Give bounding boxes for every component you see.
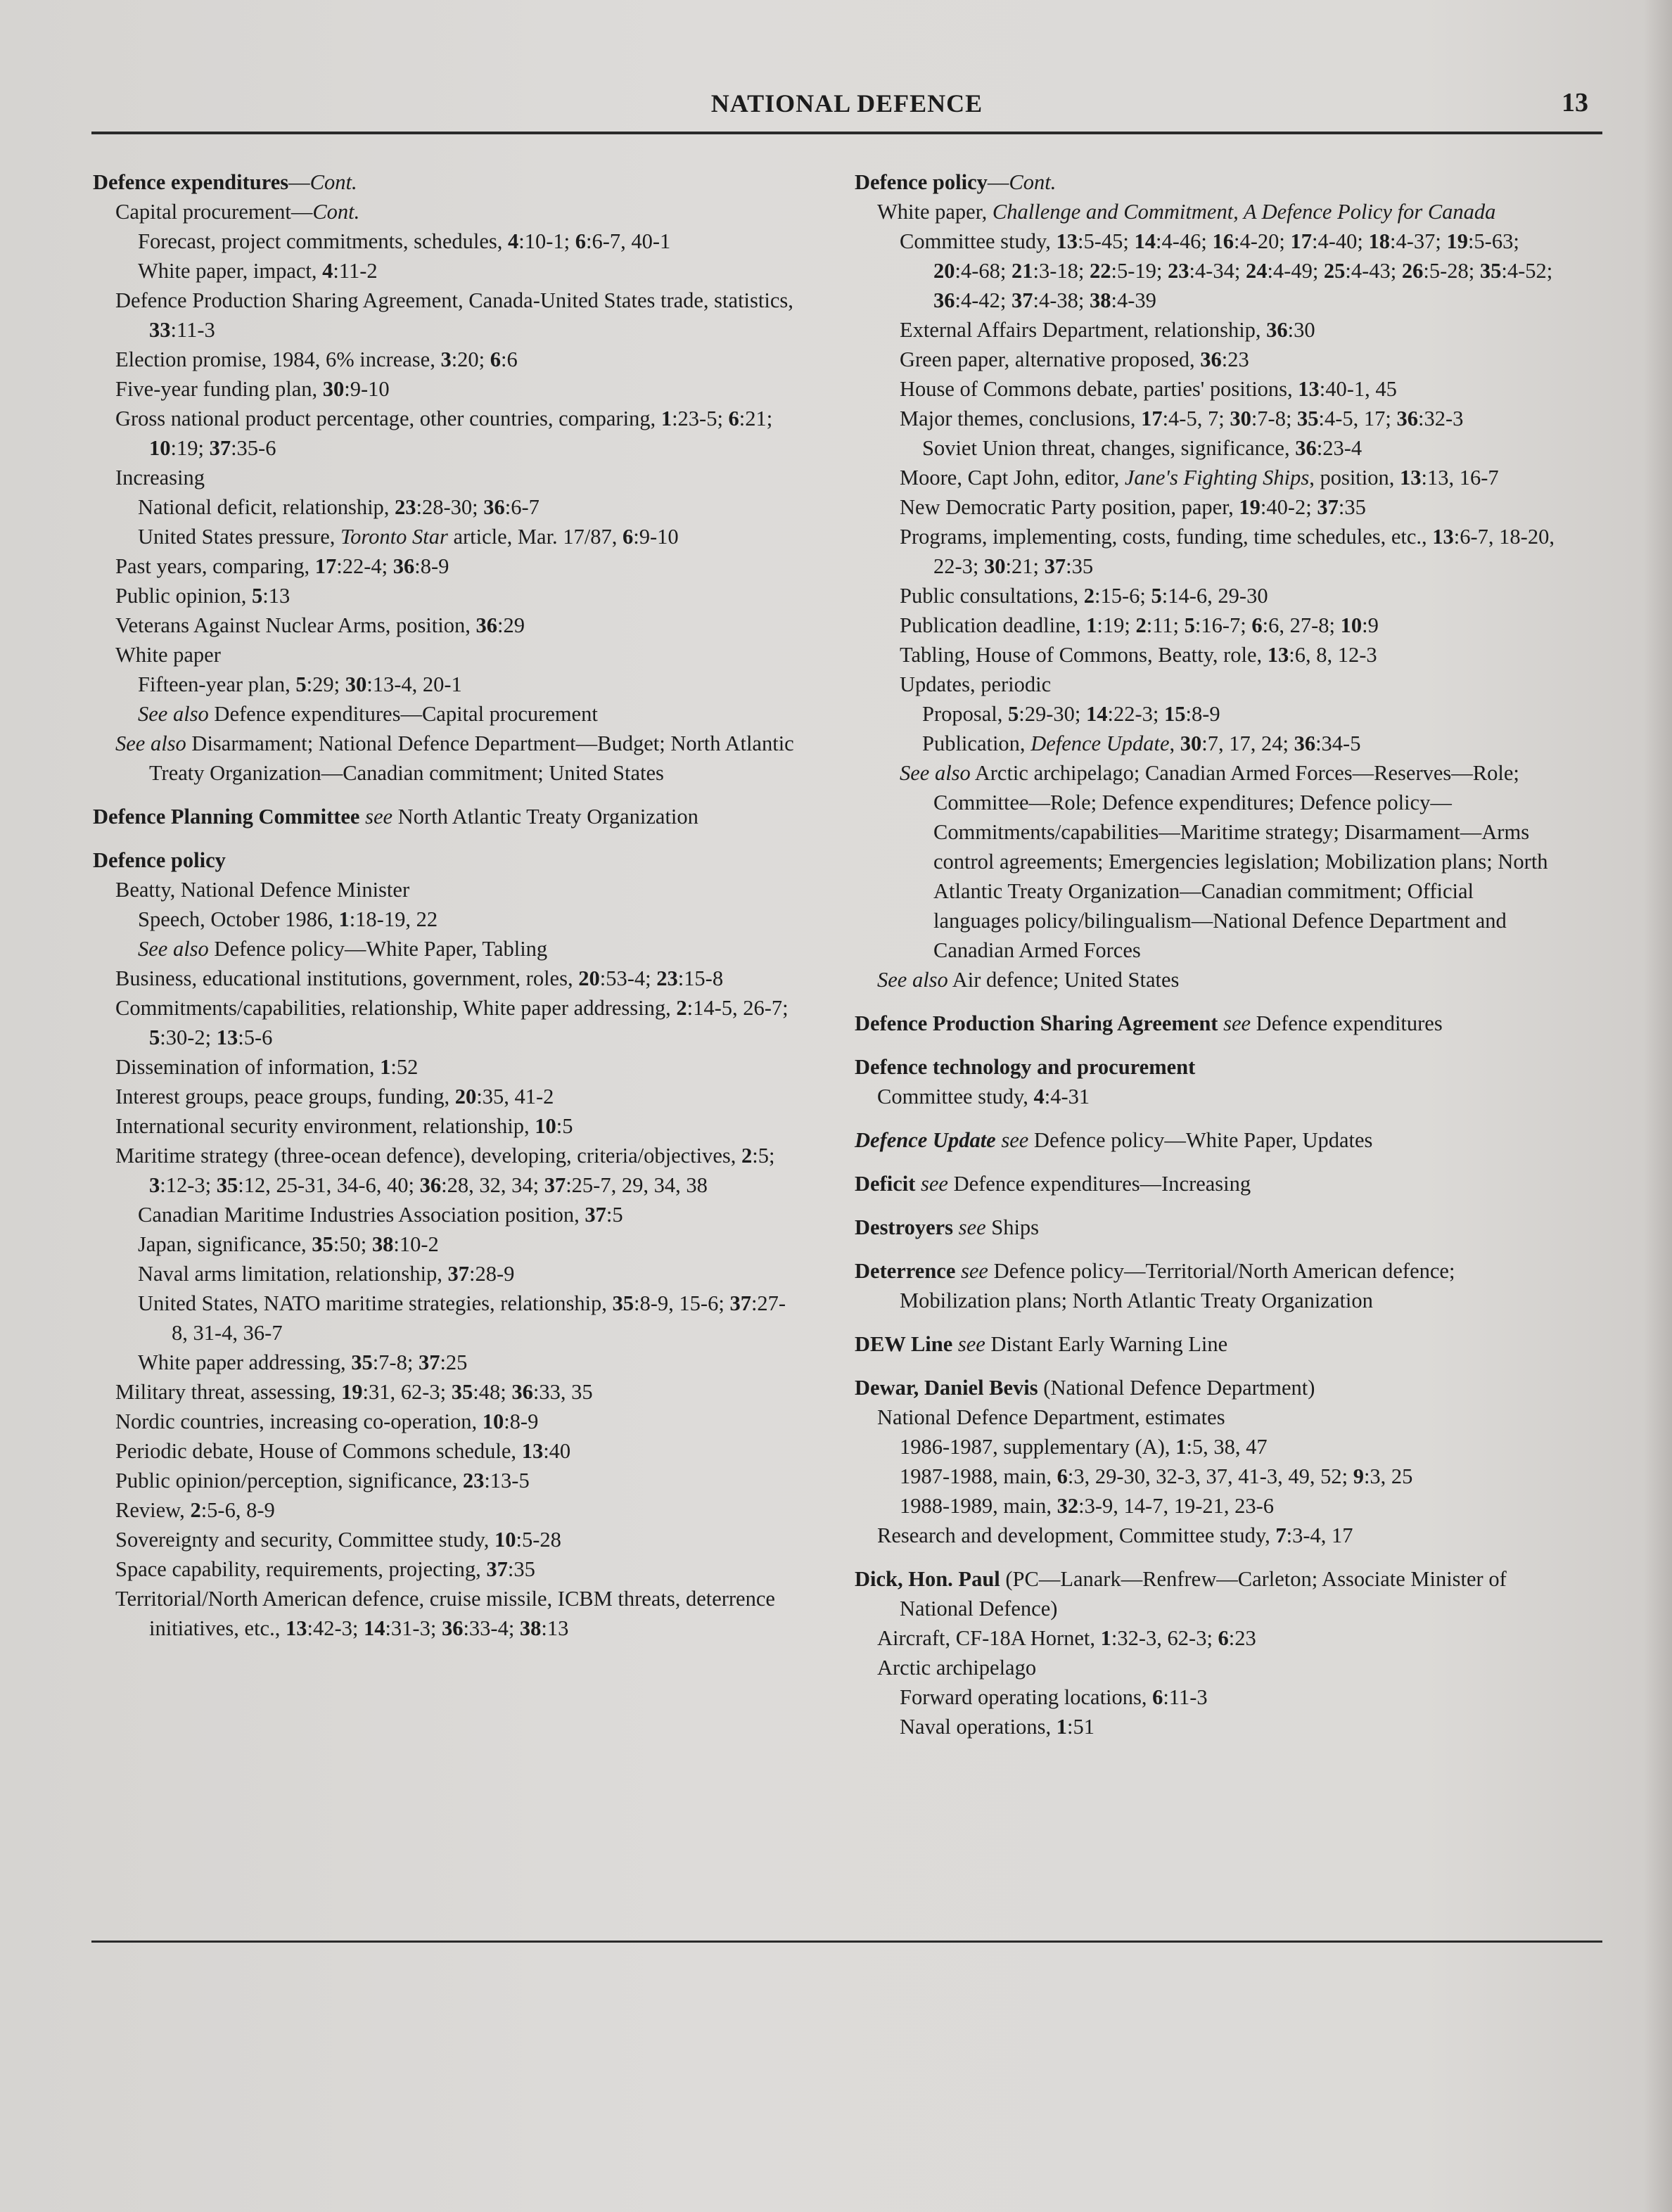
index-entry: Interest groups, peace groups, funding, 20:35, 41-2 [115, 1085, 554, 1108]
index-entry: International security environment, relationship, 10:5 [115, 1114, 573, 1138]
index-entry: Veterans Against Nuclear Arms, position, 36:29 [115, 613, 525, 637]
index-entry: 1987-1988, main, 6:3, 29-30, 32-3, 37, 41-3, 49, 52; 9:3, 25 [900, 1464, 1413, 1488]
index-entry: See also Arctic archipelago; Canadian Armed Forces—Reserves—Role; Committee—Role; Defence expenditures; Defence policy—Commitments/capabilities—Maritime strategy; Disarmament—Arms control agreements; Emergencies legislation; Mobilization plans; North Atlantic Treaty Organization—Canadian commitment; Official languages policy/bilingualism—National Defence Department and Canadian Armed Forces [900, 761, 1548, 962]
index-entry: National Defence Department, estimates [877, 1405, 1225, 1429]
index-entry: White paper [115, 643, 221, 667]
index-entry: Increasing [115, 466, 205, 490]
index-entry: Forecast, project commitments, schedules, 4:10-1; 6:6-7, 40-1 [138, 229, 671, 253]
index-heading: Dick, Hon. Paul (PC—Lanark—Renfrew—Carleton; Associate Minister of National Defence) [855, 1567, 1507, 1620]
index-entry: Naval arms limitation, relationship, 37:28-9 [138, 1262, 515, 1286]
index-entry: Soviet Union threat, changes, significance, 36:23-4 [922, 436, 1363, 460]
index-entry: Moore, Capt John, editor, Jane's Fighting Ships, position, 13:13, 16-7 [900, 466, 1499, 490]
index-entry: Election promise, 1984, 6% increase, 3:20; 6:6 [115, 347, 518, 371]
index-entry: See also Defence policy—White Paper, Tabling [138, 937, 548, 961]
index-entry: Defence Production Sharing Agreement, Canada-United States trade, statistics, 33:11-3 [115, 288, 793, 342]
index-entry: White paper addressing, 35:7-8; 37:25 [138, 1350, 468, 1374]
index-entry: Publication deadline, 1:19; 2:11; 5:16-7; 6:6, 27-8; 10:9 [900, 613, 1379, 637]
index-entry: White paper, Challenge and Commitment, A Defence Policy for Canada [877, 200, 1496, 224]
left-column [93, 167, 796, 1643]
index-entry: Naval operations, 1:51 [900, 1715, 1095, 1739]
index-entry: Public opinion, 5:13 [115, 584, 291, 608]
index-entry: Green paper, alternative proposed, 36:23 [900, 347, 1249, 371]
index-entry: Public consultations, 2:15-6; 5:14-6, 29-30 [900, 584, 1268, 608]
index-entry: Beatty, National Defence Minister [115, 878, 410, 902]
index-heading: Defence Planning Committee see North Atlantic Treaty Organization [93, 805, 698, 829]
page-title: NATIONAL DEFENCE [710, 89, 983, 117]
index-entry: House of Commons debate, parties' positions, 13:40-1, 45 [900, 377, 1397, 401]
index-entry: Sovereignty and security, Committee study, 10:5-28 [115, 1528, 561, 1552]
index-entry: See also Disarmament; National Defence Department—Budget; North Atlantic Treaty Organization—Canadian commitment; United States [115, 731, 794, 785]
index-entry: Public opinion/perception, significance, 23:13-5 [115, 1469, 530, 1492]
index-heading: DEW Line see Distant Early Warning Line [855, 1332, 1228, 1356]
index-entry: Space capability, requirements, projecting, 37:35 [115, 1557, 535, 1581]
index-entry: Arctic archipelago [877, 1656, 1037, 1680]
index-entry: Nordic countries, increasing co-operation, 10:8-9 [115, 1409, 539, 1433]
index-entry: Japan, significance, 35:50; 38:10-2 [138, 1232, 439, 1256]
index-entry: 1988-1989, main, 32:3-9, 14-7, 19-21, 23-6 [900, 1494, 1275, 1518]
index-entry: Dissemination of information, 1:52 [115, 1055, 419, 1079]
index-entry: Committee study, 4:4-31 [877, 1085, 1090, 1108]
index-heading: Defence Update see Defence policy—White Paper, Updates [855, 1128, 1373, 1152]
index-heading: Defence policy—Cont. [855, 170, 1057, 194]
index-entry: Capital procurement—Cont. [115, 200, 360, 224]
index-entry: Aircraft, CF-18A Hornet, 1:32-3, 62-3; 6:23 [877, 1626, 1256, 1650]
index-entry: Tabling, House of Commons, Beatty, role, 13:6, 8, 12-3 [900, 643, 1377, 667]
index-heading: Defence expenditures—Cont. [93, 170, 357, 194]
index-entry: Speech, October 1986, 1:18-19, 22 [138, 907, 438, 931]
index-entry: Committee study, 13:5-45; 14:4-46; 16:4-20; 17:4-40; 18:4-37; 19:5-63; 20:4-68; 21:3-18; 22:5-19; 23:4-34; 24:4-49; 25:4-43; 26:5-28; 35:4-52; 36:4-42; 37:4-38; 38:4-39 [900, 229, 1553, 312]
index-entry: Updates, periodic [900, 672, 1052, 696]
running-header [91, 86, 1602, 127]
index-entry: United States pressure, Toronto Star article, Mar. 17/87, 6:9-10 [138, 525, 679, 549]
index-entry: White paper, impact, 4:11-2 [138, 259, 378, 283]
index-entry: Past years, comparing, 17:22-4; 36:8-9 [115, 554, 449, 578]
index-entry: United States, NATO maritime strategies, relationship, 35:8-9, 15-6; 37:27-8, 31-4, 36-7 [138, 1291, 786, 1345]
index-entry: Proposal, 5:29-30; 14:22-3; 15:8-9 [922, 702, 1220, 726]
index-entry: Forward operating locations, 6:11-3 [900, 1685, 1208, 1709]
index-entry: See also Defence expenditures—Capital procurement [138, 702, 598, 726]
index-entry: Major themes, conclusions, 17:4-5, 7; 30:7-8; 35:4-5, 17; 36:32-3 [900, 407, 1464, 430]
index-entry: Gross national product percentage, other countries, comparing, 1:23-5; 6:21; 10:19; 37:35-6 [115, 407, 773, 460]
index-entry: Canadian Maritime Industries Association position, 37:5 [138, 1203, 623, 1227]
index-heading: Deficit see Defence expenditures—Increasing [855, 1172, 1251, 1196]
index-entry: Programs, implementing, costs, funding, time schedules, etc., 13:6-7, 18-20, 22-3; 30:21; 37:35 [900, 525, 1555, 578]
index-entry: Commitments/capabilities, relationship, White paper addressing, 2:14-5, 26-7; 5:30-2; 13:5-6 [115, 996, 789, 1049]
index-entry: Fifteen-year plan, 5:29; 30:13-4, 20-1 [138, 672, 462, 696]
index-entry: Publication, Defence Update, 30:7, 17, 24; 36:34-5 [922, 731, 1361, 755]
index-entry: Territorial/North American defence, cruise missile, ICBM threats, deterrence initiatives, etc., 13:42-3; 14:31-3; 36:33-4; 38:13 [115, 1587, 775, 1640]
index-entry: Maritime strategy (three-ocean defence), developing, criteria/objectives, 2:5; 3:12-3; 35:12, 25-31, 34-6, 40; 36:28, 32, 34; 37:25-7, 29, 34, 38 [115, 1144, 775, 1197]
index-heading: Destroyers see Ships [855, 1215, 1040, 1239]
index-heading: Defence Production Sharing Agreement see Defence expenditures [855, 1011, 1443, 1035]
index-entry: Military threat, assessing, 19:31, 62-3; 35:48; 36:33, 35 [115, 1380, 593, 1404]
index-heading: Deterrence see Defence policy—Territorial/North American defence; Mobilization plans; North Atlantic Treaty Organization [855, 1259, 1455, 1312]
index-heading: Dewar, Daniel Bevis (National Defence Department) [855, 1376, 1315, 1400]
index-entry: Business, educational institutions, government, roles, 20:53-4; 23:15-8 [115, 966, 724, 990]
page-number: 13 [1562, 88, 1588, 117]
header-rule [91, 132, 1602, 134]
index-heading: Defence policy [93, 848, 226, 872]
index-entry: Periodic debate, House of Commons schedule, 13:40 [115, 1439, 571, 1463]
right-column [855, 167, 1562, 1741]
index-entry: Five-year funding plan, 30:9-10 [115, 377, 390, 401]
index-entry: 1986-1987, supplementary (A), 1:5, 38, 47 [900, 1435, 1268, 1459]
footer-rule [91, 1941, 1602, 1943]
page-edge-shadow [1644, 0, 1672, 2212]
index-entry: Research and development, Committee study, 7:3-4, 17 [877, 1523, 1353, 1547]
index-entry: New Democratic Party position, paper, 19:40-2; 37:35 [900, 495, 1366, 519]
index-entry: External Affairs Department, relationship, 36:30 [900, 318, 1315, 342]
index-entry: National deficit, relationship, 23:28-30; 36:6-7 [138, 495, 540, 519]
index-heading: Defence technology and procurement [855, 1055, 1196, 1079]
index-entry: See also Air defence; United States [877, 968, 1180, 992]
index-entry: Review, 2:5-6, 8-9 [115, 1498, 275, 1522]
